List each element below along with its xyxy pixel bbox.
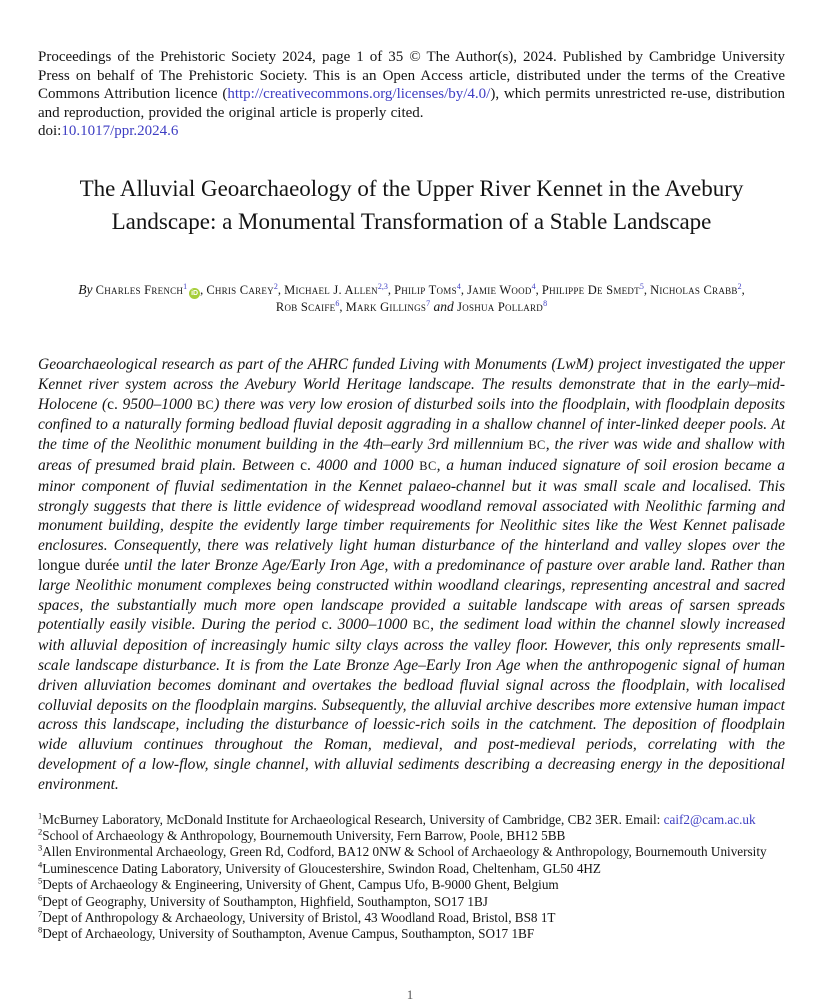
abstract-segment: , the sediment load within the channel slowly increased with alluvial deposition of increasingly humic silty clays across the valley floor. However, this only represents small-scale landscape disturbance. It is from the Late Bronze Age–Early Iron Age when the anthropogenic signal of human driven alluviation becomes dominant and overtakes the bedload fluvial signal across the floodplain, with localised colluvial deposits on the floodplain margins. Subsequently, the alluvial archive describes more extensive human impact across this landscape, including the disturbance of loessic-rich soils in the catchment. The deposition of floodplain wide alluvium continues throughout the Roman, medieval, and post-medieval periods, correlating with the development of a low-flow, single channel, with alluvial sediments describing a decreasing energy in the depositional environment. (38, 616, 785, 793)
and-word: and (430, 298, 458, 314)
footnote-number: 7 (38, 908, 43, 919)
author-name: Joshua Pollard (457, 299, 544, 314)
footnote (38, 894, 785, 910)
author-affiliation-link[interactable]: 2 (273, 281, 278, 291)
footnote (38, 812, 785, 828)
footnote-text: Dept of Anthropology & Archaeology, University of Bristol, 43 Woodland Road, Bristol, BS8 1T (42, 909, 556, 925)
author-separator: , (200, 282, 207, 297)
author-affiliation-link[interactable]: 1 (183, 281, 188, 291)
small-caps-era: BC (196, 397, 215, 412)
footnote-text: Luminescence Dating Laboratory, University of Gloucestershire, Swindon Road, Cheltenham, GL50 4HZ (42, 860, 601, 876)
author-separator: , (387, 282, 395, 297)
abstract-segment: 4000 and 1000 (310, 456, 420, 474)
imprint-text-before-link: Proceedings of the Prehistoric Society 2024, page 1 of 35 © The Author(s), 2024. Published by Cambridge University Press on behalf of The Prehistoric Society. This is an Open Access article, distributed under the terms of the Creative Commons Attribution licence ( (38, 49, 785, 103)
footnote-text: School of Archaeology & Anthropology, Bournemouth University, Fern Barrow, Poole, BH12 5BB (42, 827, 566, 843)
journal-imprint (38, 48, 785, 122)
footnote-text: McBurney Laboratory, McDonald Institute for Archaeological Research, University of Cambridge, CB2 3ER. Email: (42, 811, 664, 827)
footnotes (38, 812, 785, 943)
doi-link[interactable]: 10.1017/ppr.2024.6 (61, 123, 179, 140)
footnote-number: 5 (38, 875, 43, 886)
footnote (38, 926, 785, 942)
author-affiliation-link[interactable]: 2,3 (377, 281, 388, 291)
author-affiliation-link[interactable]: 8 (543, 298, 548, 308)
by-word: By (78, 281, 93, 297)
footnote-number: 1 (38, 810, 43, 821)
author-affiliation-link[interactable]: 2 (737, 281, 742, 291)
footnote-text: Depts of Archaeology & Engineering, University of Ghent, Campus Ufo, B-9000 Ghent, Belgium (42, 877, 559, 893)
footnote (38, 910, 785, 926)
footnote-text: Dept of Archaeology, University of Southampton, Avenue Campus, Southampton, SO17 1BF (42, 926, 535, 942)
page-number-clipped (0, 986, 820, 1002)
author-name: Chris Carey (206, 282, 274, 297)
author-affiliation-link[interactable]: 7 (426, 298, 431, 308)
footnote-text: Allen Environmental Archaeology, Green Rd, Codford, BA12 0NW & School of Archaeology & Anthropology, Bournemouth University (42, 844, 767, 860)
footnote (38, 828, 785, 844)
abstract-segment: , the river was wide and shallow with areas of presumed braid plain. Between (38, 436, 785, 474)
footnote-number: 2 (38, 826, 43, 837)
roman-text: c. (300, 456, 311, 474)
orcid-icon[interactable]: iD (191, 289, 199, 297)
imprint-text-after-link: ), which permits unrestricted re-use, distribution and reproduction, provided the original article is properly cited. (38, 86, 786, 121)
roman-text: c. (107, 395, 118, 413)
author-name: Philippe De Smedt (541, 282, 640, 297)
author-name: Mark Gillings (345, 299, 427, 314)
byline (76, 282, 748, 315)
small-caps-era: BC (528, 438, 546, 453)
abstract-segment: 9500–1000 (117, 395, 197, 413)
footnote-number: 8 (38, 924, 43, 935)
cc-licence-link[interactable]: http://creativecommons.org/licenses/by/4.0/ (227, 86, 491, 103)
author-separator: , (535, 282, 542, 297)
author-separator: , (741, 282, 745, 297)
footnote (38, 844, 785, 860)
author-separator: , (460, 282, 468, 297)
author-name: Charles French (95, 282, 184, 297)
author-separator: , (339, 299, 346, 314)
small-caps-era: BC (419, 458, 437, 473)
abstract-segment: ) there was very low erosion of disturbed soils into the floodplain, with floodplain deposits confined to a naturally forming bedload fluvial deposit aggrading in a shallow channel of inter-linked deeper pools. At the time of the Neolithic monument building in the 4th–early 3rd millennium (38, 395, 786, 454)
doi-line (38, 122, 785, 141)
roman-text: c. (321, 616, 333, 634)
author-affiliation-link[interactable]: 4 (531, 281, 536, 291)
abstract-segment: , a human induced signature of soil erosion became a minor component of fluvial sedimentation in the Kennet palaeo-channel but it was small scale and localised. This strongly suggests that there is little evidence of widespread woodland removal associated with Neolithic farming and monument building, despite the evidently large timber requirements for Neolithic sites like the West Kennet palisade enclosures. Consequently, there was relatively light human disturbance of the hinterland and valley slopes over the (38, 456, 785, 555)
page-number: 1 (406, 987, 414, 1002)
author-list (96, 283, 745, 314)
footnote-number: 4 (38, 859, 43, 870)
author-affiliation-link[interactable]: 4 (456, 281, 461, 291)
author-affiliation-link[interactable]: 5 (639, 281, 644, 291)
author-name: Rob Scaife (275, 299, 336, 314)
doi-prefix: doi: (38, 123, 62, 140)
footnote (38, 861, 785, 877)
small-caps-era: BC (412, 618, 431, 633)
footnote-number: 6 (38, 892, 43, 903)
article-title: The Alluvial Geoarchaeology of the Upper River Kennet in the Avebury Landscape: a Monumental Transformation of a Stable Landscape (79, 175, 744, 234)
footnote (38, 877, 785, 893)
author-name: Philip Toms (394, 282, 457, 297)
footnote-email-link[interactable]: caif2@cam.ac.uk (663, 811, 756, 827)
author-name: Nicholas Crabb (650, 282, 738, 297)
abstract-text (38, 355, 785, 795)
author-separator: , (277, 282, 285, 297)
footnote-text: Dept of Geography, University of Southampton, Highfield, Southampton, SO17 1BJ (42, 893, 488, 909)
author-affiliation-link[interactable]: 6 (335, 298, 340, 308)
abstract-segment: until the later Bronze Age/Early Iron Age, with a predominance of pasture over arable land. Rather than large Neolithic monument complexes being constructed within woodland clearings, representing ancestral and sacred spaces, the substantially much more open landscape provided a suitable landscape with areas of sarsen spreads potentially easily visible. During the period (38, 556, 785, 634)
footnote-number: 3 (38, 842, 43, 853)
author-name: Michael J. Allen (284, 282, 378, 297)
roman-text: longue durée (38, 556, 120, 574)
author-separator: , (643, 282, 651, 297)
abstract-segment: Geoarchaeological research as part of the AHRC funded Living with Monuments (LwM) project investigated the upper Kennet river system across the Avebury World Heritage landscape. The results demonstrate that in the early–mid-Holocene ( (38, 355, 785, 413)
author-name: Jamie Wood (467, 282, 532, 297)
abstract-segment: 3000–1000 (332, 616, 413, 634)
